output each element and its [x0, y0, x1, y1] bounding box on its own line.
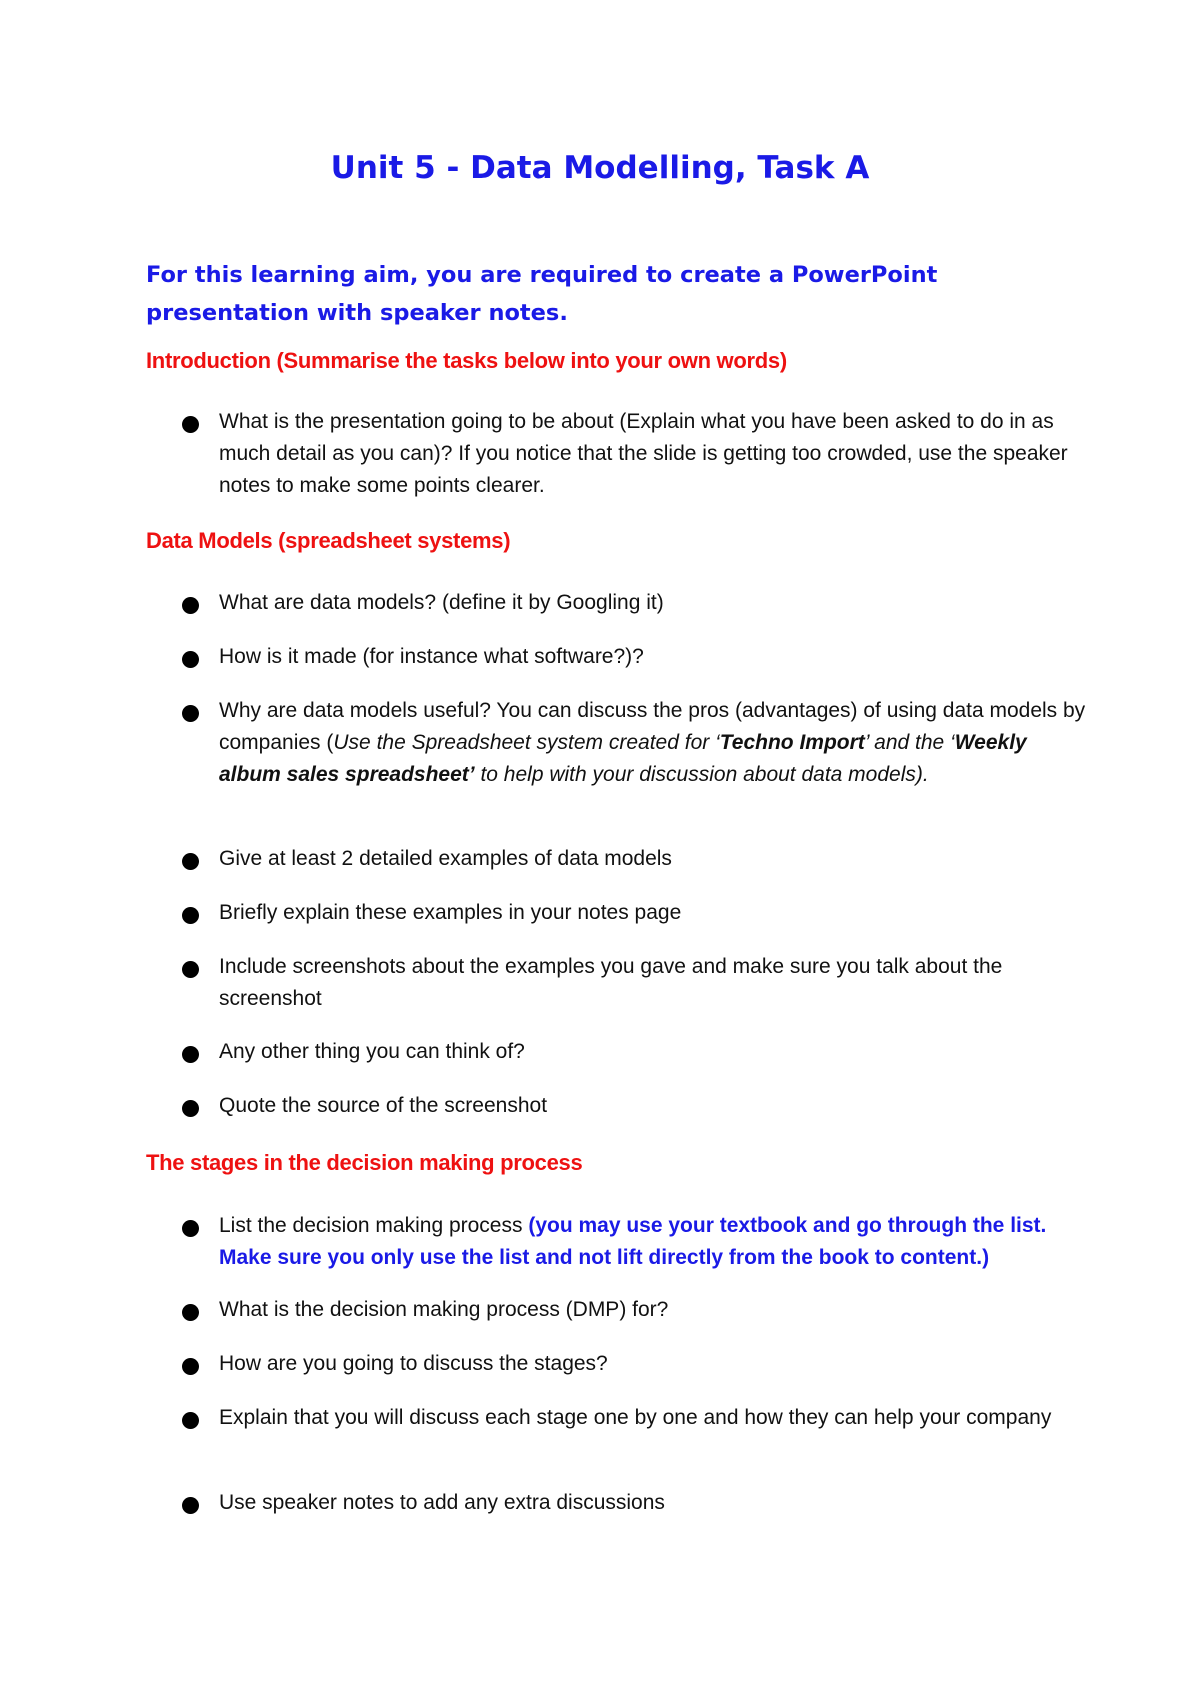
bullet-icon — [182, 853, 199, 870]
list-item: Briefly explain these examples in your notes page — [219, 897, 1089, 929]
page-title: Unit 5 - Data Modelling, Task A — [330, 150, 870, 186]
list-item: Explain that you will discuss each stage one by one and how they can help your company — [219, 1402, 1089, 1434]
list-item: What is the decision making process (DMP) for? — [219, 1294, 1089, 1326]
bullet-icon — [182, 1100, 199, 1117]
bullet-icon — [182, 1304, 199, 1321]
intro-paragraph: For this learning aim, you are required to create a PowerPoint presentation with speaker notes. — [146, 262, 938, 326]
bullet-icon — [182, 705, 199, 722]
list-item: Use speaker notes to add any extra discussions — [219, 1487, 1089, 1519]
list-item: List the decision making process (you may use your textbook and go through the list. Make sure you only use the list and not lift directly from the book to content.) — [219, 1210, 1089, 1274]
list-item: How is it made (for instance what software?)? — [219, 641, 1089, 673]
bullet-icon — [182, 416, 199, 433]
bullet-icon — [182, 1046, 199, 1063]
bullet-icon — [182, 651, 199, 668]
section-heading-introduction: Introduction (Summarise the tasks below into your own words) — [146, 348, 787, 373]
list-item: Why are data models useful? You can discuss the pros (advantages) of using data models by companies (Use the Spreadsheet system created for ‘Techno Import’ and the ‘Weekly album sales spreadsheet’ to help with your discussion about data models). — [219, 695, 1089, 791]
list-item: Quote the source of the screenshot — [219, 1090, 1089, 1122]
bullet-icon — [182, 1497, 199, 1514]
bullet-icon — [182, 1220, 199, 1237]
list-item: What is the presentation going to be about (Explain what you have been asked to do in as much detail as you can)? If you notice that the slide is getting too crowded, use the speaker notes to make some points clearer. — [219, 406, 1089, 502]
list-item: How are you going to discuss the stages? — [219, 1348, 1089, 1380]
bullet-icon — [182, 961, 199, 978]
bullet-icon — [182, 1412, 199, 1429]
bullet-icon — [182, 907, 199, 924]
list-item: Include screenshots about the examples you gave and make sure you talk about the screenshot — [219, 951, 1089, 1015]
bullet-icon — [182, 597, 199, 614]
section-heading-decision-making: The stages in the decision making process — [146, 1150, 583, 1175]
section-heading-data-models: Data Models (spreadsheet systems) — [146, 528, 511, 553]
bullet-icon — [182, 1358, 199, 1375]
list-item: What are data models? (define it by Googling it) — [219, 587, 1089, 619]
list-item: Any other thing you can think of? — [219, 1036, 1089, 1068]
list-item: Give at least 2 detailed examples of data models — [219, 843, 1089, 875]
